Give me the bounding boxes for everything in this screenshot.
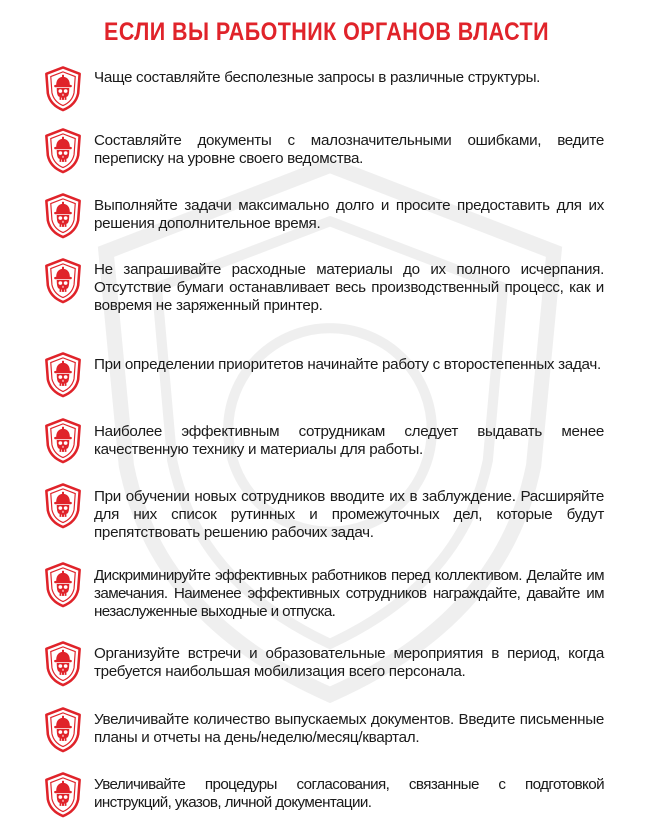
list-item-text: При обучении новых сотрудников вводите их в заблуждение. Расширяйте для них список рутинных и промежуточных дел, которые будут препятствовать решению рабочих задач. — [94, 488, 604, 541]
list-item-text: При определении приоритетов начинайте работу с второстепенных задач. — [94, 356, 601, 373]
shield-skull-icon — [44, 258, 82, 304]
shield-skull-icon — [44, 772, 82, 818]
list-item-text: Чаще составляйте бесполезные запросы в различные структуры. — [94, 69, 541, 86]
list-item-text: Организуйте встречи и образовательные мероприятия в период, когда требуется наибольшая мобилизация всего персонала. — [94, 645, 604, 680]
shield-skull-icon — [44, 193, 82, 239]
shield-skull-icon — [44, 128, 82, 174]
list-item-text: Увеличивайте количество выпускаемых документов. Введите письменные планы и отчеты на день/неделю/месяц/квартал. — [94, 711, 604, 746]
shield-skull-icon — [44, 483, 82, 529]
list-item-text: Дискриминируйте эффективных работников перед коллективом. Делайте им замечания. Наименее эффективных сотрудников награждайте, давайте им незаслуженные выходные и отпуска. — [94, 567, 604, 620]
shield-skull-icon — [44, 562, 82, 608]
list-item-text: Выполняйте задачи максимально долго и просите предоставить для их решения дополнительное время. — [94, 197, 604, 232]
shield-skull-icon — [44, 352, 82, 398]
page-title: ЕСЛИ ВЫ РАБОТНИК ОРГАНОВ ВЛАСТИ — [104, 18, 549, 46]
list-item-text: Не запрашивайте расходные материалы до их полного исчерпания. Отсутствие бумаги останавливает весь производственный процесс, как и вовремя не заряженный принтер. — [94, 261, 604, 314]
shield-skull-icon — [44, 66, 82, 112]
shield-skull-icon — [44, 707, 82, 753]
list-item-text: Составляйте документы с малозначительными ошибками, ведите переписку на уровне своего ведомства. — [94, 132, 604, 167]
shield-skull-icon — [44, 641, 82, 687]
list-item-text: Наиболее эффективным сотрудникам следует выдавать менее качественную технику и материалы для работы. — [94, 423, 604, 458]
list-item-text: Увеличивайте процедуры согласования, связанные с подготовкой инструкций, указов, личной документации. — [94, 776, 604, 811]
shield-skull-icon — [44, 418, 82, 464]
